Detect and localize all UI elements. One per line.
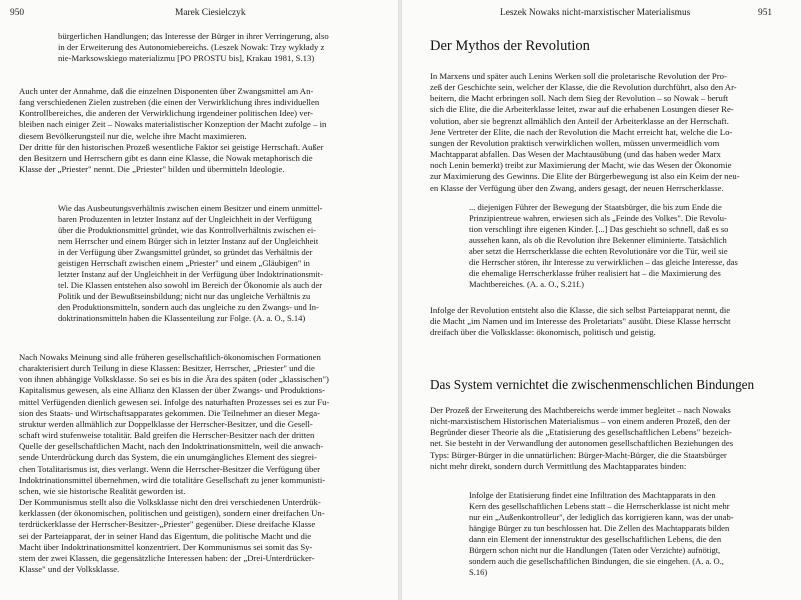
text-line: dreifach über die Volksklasse: ökonomisch, politisch und geistig. xyxy=(430,327,656,338)
text-line: nem Herrscher und einem Bürger sich in letzter Instanz auf der Ungleichheit xyxy=(58,235,319,246)
text-line: en Klasse der Verfügung über den Zwang, anders gesagt, der neuen Herrscherklasse. xyxy=(430,182,724,193)
text-line: sondern auch die gesellschaftlichen Bindungen, die sie eingehen. (A. a. O., xyxy=(469,555,724,566)
text-line: bürgerlichen Handlungen; das Interesse der Bürger in ihrer Verringerung, also xyxy=(58,31,329,41)
text-line: S.16) xyxy=(469,566,488,577)
text-line: sungen der Revolution praktisch verwirklichen wollen, müssen unvermeidlich vom xyxy=(430,137,720,148)
text-line: Auch unter der Annahme, daß die einzelnen Disponenten über Zwangsmittel am An- xyxy=(19,86,314,96)
text-line: nie-Marksowskiego materializmu [PO PROSTU bis], Krakau 1981, S.13) xyxy=(58,53,315,64)
text-line: die Macht „im Namen und im Interesse des Proletariats" ausübt. Diese Klasse herrscht xyxy=(430,316,731,327)
text-line: sei der Parteiapparat, der in seiner Hand das Eigentum, die politische Macht und die xyxy=(19,530,312,541)
text-line: Der Prozeß der Erweiterung des Machtbereichs werde immer begleitet – nach Nowaks xyxy=(430,405,731,415)
paragraph xyxy=(430,405,733,472)
text-line: In Marxens und später auch Lenins Werken soll die proletarische Revolution der Pro- xyxy=(430,71,727,81)
paragraph xyxy=(430,305,731,338)
text-line: volution, aber sie begrenzt allmählich den Anteil der Arbeiterklasse an der Herrschaft. xyxy=(430,115,729,126)
text-line: die ehemalige Herrscherklasse früher realisiert hat – die Maximierung des xyxy=(469,267,721,278)
text-line: zeß der Geschichte sein, welcher der Klasse, die die Revolution durchführt, also den Ar- xyxy=(430,82,737,93)
text-line: hängige Bürger zu tun beschlossen hat. Die Zellen des Machtapparats bilden xyxy=(469,522,730,533)
text-line: kerklassen (der ökonomischen, politischen und geistigen), sondern einer dreifachen Un- xyxy=(19,508,325,519)
text-line: nur ein „Außenkontrolleur", der lediglich das korrigieren kann, was der unab- xyxy=(469,511,734,522)
right-page xyxy=(402,0,801,600)
text-line: Infolge der Etatisierung findet eine Infiltration des Machtapparats in den xyxy=(469,490,716,500)
text-line: net. Sie besteht in der Verwandlung der autonomen gesellschaftlichen Beziehungen des xyxy=(430,438,734,449)
text-line: charakterisiert durch Teilung in diese Klassen: Besitzer, Herrscher, „Priester" und die xyxy=(19,363,315,374)
text-line: bleiben nach einiger Zeit – Nowaks materialistischer Konzeption der Macht zufolge – in xyxy=(19,119,327,130)
text-line: struktur werden allmählich zur Doppelklasse der Herrscher-Besitzer, und die Gesell- xyxy=(19,418,313,429)
text-line: schaft wird stufenweise totalitär. Bald greifen die Herrscher-Besitzer nach der dritten xyxy=(19,430,315,441)
text-line: von ihnen abhängige Volksklasse. So sei es bis in die Ära des späten (oder „klassischen") xyxy=(19,374,329,385)
running-head: Leszek Nowaks nicht-marxistischer Materialismus xyxy=(500,8,691,18)
text-line: ... diejenigen Führer der Bewegung der Staatsbürger, die bis zum Ende die xyxy=(469,202,722,212)
text-line: in der Erweiterung des Autonomiebereichs. (Leszek Nowak: Trzy wykłady z xyxy=(58,42,325,53)
left-page xyxy=(0,0,398,600)
text-line: Nach Nowaks Meinung sind alle früheren gesellschaftlich-ökonomischen Formationen xyxy=(19,352,321,362)
block-quote xyxy=(58,203,323,323)
text-line: terdrückerklasse der Herrscher-Besitzer-„Priester" gegenüber. Diese dreifache Klasse xyxy=(19,519,316,530)
page-number: 950 xyxy=(10,8,25,18)
text-line: diesem Bevölkerungsteil nur die, welche ihre Macht maximieren. xyxy=(19,130,247,141)
text-line: Kontrollbereiches, die anderen der Verwirklichung irgendeiner politischen Idee) ver- xyxy=(19,108,314,119)
text-line: dann ein Element der innenstruktur des gesellschaftlichen Lebens, die den xyxy=(469,533,722,544)
section-heading: Das System vernichtet die zwischenmenschlichen Bindungen xyxy=(430,377,755,392)
paragraph xyxy=(19,86,326,175)
text-line: Infolge der Revolution entsteht also die Klasse, die sich selbst Parteiapparat nennt, die xyxy=(430,305,731,315)
text-line: zur Maximierung des Gewinns. Die Elite der Bürgerbewegung ist also ein Keim der neu- xyxy=(430,171,740,182)
paragraph-continuation xyxy=(58,31,329,64)
text-line: stem der zwei Klassen, die gegensätzliche Interessen haben: der „Drei-Unterdrücker- xyxy=(19,552,315,563)
text-line: Bürgern schon nicht nur die Handlungen (Taten oder Verzichte) aufnötigt, xyxy=(469,544,721,555)
text-line: sende Unterdrückung durch das System, die ein unumgängliches Element des siegrei- xyxy=(19,452,317,463)
text-line: Macht über Indoktrinationsmittel konzentriert. Der Kommunismus sei somit das Sy- xyxy=(19,541,313,552)
text-line: Jene Vertreter der Elite, die nach der Revolution die Macht erreicht hat, welche die Lo- xyxy=(430,126,733,137)
text-line: letzter Instanz auf der Ungleichheit in der Verfügung über Indoktrinationsmit- xyxy=(58,268,323,279)
text-line: nicht-marxistischem Historischen Materialismus – von einem anderen Prozeß, den der xyxy=(430,416,731,427)
text-line: Klasse der „Priester" nennt. Die „Priester" bilden und übermitteln Ideologie. xyxy=(19,164,285,175)
block-quote xyxy=(469,490,734,578)
text-line: beitern, die Macht erbringen soll. Nach dem Sieg der Revolution – so Nowak – beruft xyxy=(430,93,729,104)
text-line: aussehen kann, als ob die Revolution ihre Bekenner eliminierte. Tatsächlich xyxy=(469,234,727,245)
text-line: Prinzipientreue wahren, erwiesen sich als „Feinde des Volkes". Die Revolu- xyxy=(469,212,727,223)
text-line: Wie das Ausbeutungsverhältnis zwischen einem Besitzer und einem unmittel- xyxy=(58,203,323,213)
text-line: nicht mehr direkt, sondern durch Vermittlung des Machtapparates binden: xyxy=(430,460,687,471)
text-line: in der Verfügung über Zwangsmittel gründet, so gründet das Verhältnis der xyxy=(58,246,313,257)
block-quote xyxy=(469,202,738,290)
text-line: fang verschiedenen Zielen zustreben (die einen der Verwirklichung ihres individuellen xyxy=(19,97,320,108)
text-line: Klasse" und der Volksklasse. xyxy=(19,563,120,574)
text-line: den Produktionsmitteln, sondern auch das ungleiche zu den Zwangs- und In- xyxy=(58,301,319,312)
text-line: aber setzt die Herrscherklasse die echten Revolutionäre vor die Tür, weil sie xyxy=(469,245,728,256)
text-line: den Besitzern und Herrschern gibt es dann eine Klasse, die Nowak metaphorisch die xyxy=(19,152,313,163)
text-line: sion des Staats- und Wirtschaftsapparates gekommen. Die Teilnehmer an dieser Mega- xyxy=(19,407,321,418)
text-line: Indoktrinationsmittel übernehmen, wird die totalitäre Gesellschaft zu jener kommunisti- xyxy=(19,474,326,485)
text-line: die Herrscher stören, ihr Interesse zu verwirklichen – das gleiche Interesse, das xyxy=(469,256,738,267)
text-line: noch Lenin bemerkt) treibt zur Maximierung der Macht, wie das Wesen der Ökonomie xyxy=(430,160,732,171)
paragraph xyxy=(430,71,740,194)
text-line: Machtbereiches. (A. a. O., S.21f.) xyxy=(469,278,584,289)
section-heading: Der Mythos der Revolution xyxy=(430,38,590,54)
text-line: tel. Die Klassen entstehen also sowohl im Bereich der Ökonomie als auch der xyxy=(58,279,323,290)
text-line: Machtapparat abfallen. Das Wesen der Machtausübung (und das haben weder Marx xyxy=(430,149,721,160)
text-line: über die Produktionsmittel gründet, wie das Kontrollverhältnis zwischen ei- xyxy=(58,224,317,235)
text-line: sich die Elite, die die Arbeiterklasse leitet, zwar auf die erhabenen Losungen dieser Re- xyxy=(430,104,734,115)
text-line: Der dritte für den historischen Prozeß wesentliche Faktor sei geistige Herrschaft. Außer xyxy=(19,141,324,152)
text-line: mittel Verfügenden dienlich gewesen sei. Infolge des naturhaften Prozesses sei es zur Fu- xyxy=(19,396,330,407)
text-line: chen Totalitarismus ist, dies verlangt. Wenn die Herrscher-Besitzer die Verfügung über xyxy=(19,463,321,474)
paragraph xyxy=(19,352,329,575)
text-line: geistigen Herrschaft zwischen einem „Priester" und einem „Gläubigen" in xyxy=(58,257,310,268)
text-line: Der Kommunismus stellt also die Volksklasse nicht den drei verschiedenen Unterdrük- xyxy=(19,497,321,508)
running-head: Marek Ciesielczyk xyxy=(175,8,246,18)
text-line: Kern des gesellschaftlichen Lebens statt – die Herrscherklasse ist nicht mehr xyxy=(469,500,730,511)
page-number: 951 xyxy=(758,8,773,18)
text-line: Begründer dieser Theorie als die „Etatisierung des gesellschaftlichen Lebens" bezeich- xyxy=(430,427,732,438)
text-line: baren Produzenten in letzter Instanz auf der Ungleichheit in der Verfügung xyxy=(58,213,312,224)
text-line: Politik und der Bewußtseinsbildung; nicht nur das ungleiche Verhältnis zu xyxy=(58,290,311,301)
text-line: tion verschlingt ihre eigenen Kinder. [...] Das geschieht so schnell, daß es so xyxy=(469,223,729,234)
text-line: schen, wie sie historische Realität geworden ist. xyxy=(19,485,186,496)
text-line: Quelle der gesellschaftlichen Macht, nach den Indoktrinationsmitteln, weil die anwach- xyxy=(19,441,324,452)
text-line: doktrinationsmitteln haben die Klassenteilung zur Folge. (A. a. O., S.14) xyxy=(58,312,306,323)
text-line: Typs: Bürger-Bürger in die unnatürlichen: Bürger-Macht-Bürger, die die Staatsbürger xyxy=(430,449,727,460)
text-line: Kapitalismus gewesen, als eine Allianz den Klassen der über Zwangs- und Produktions- xyxy=(19,385,325,396)
